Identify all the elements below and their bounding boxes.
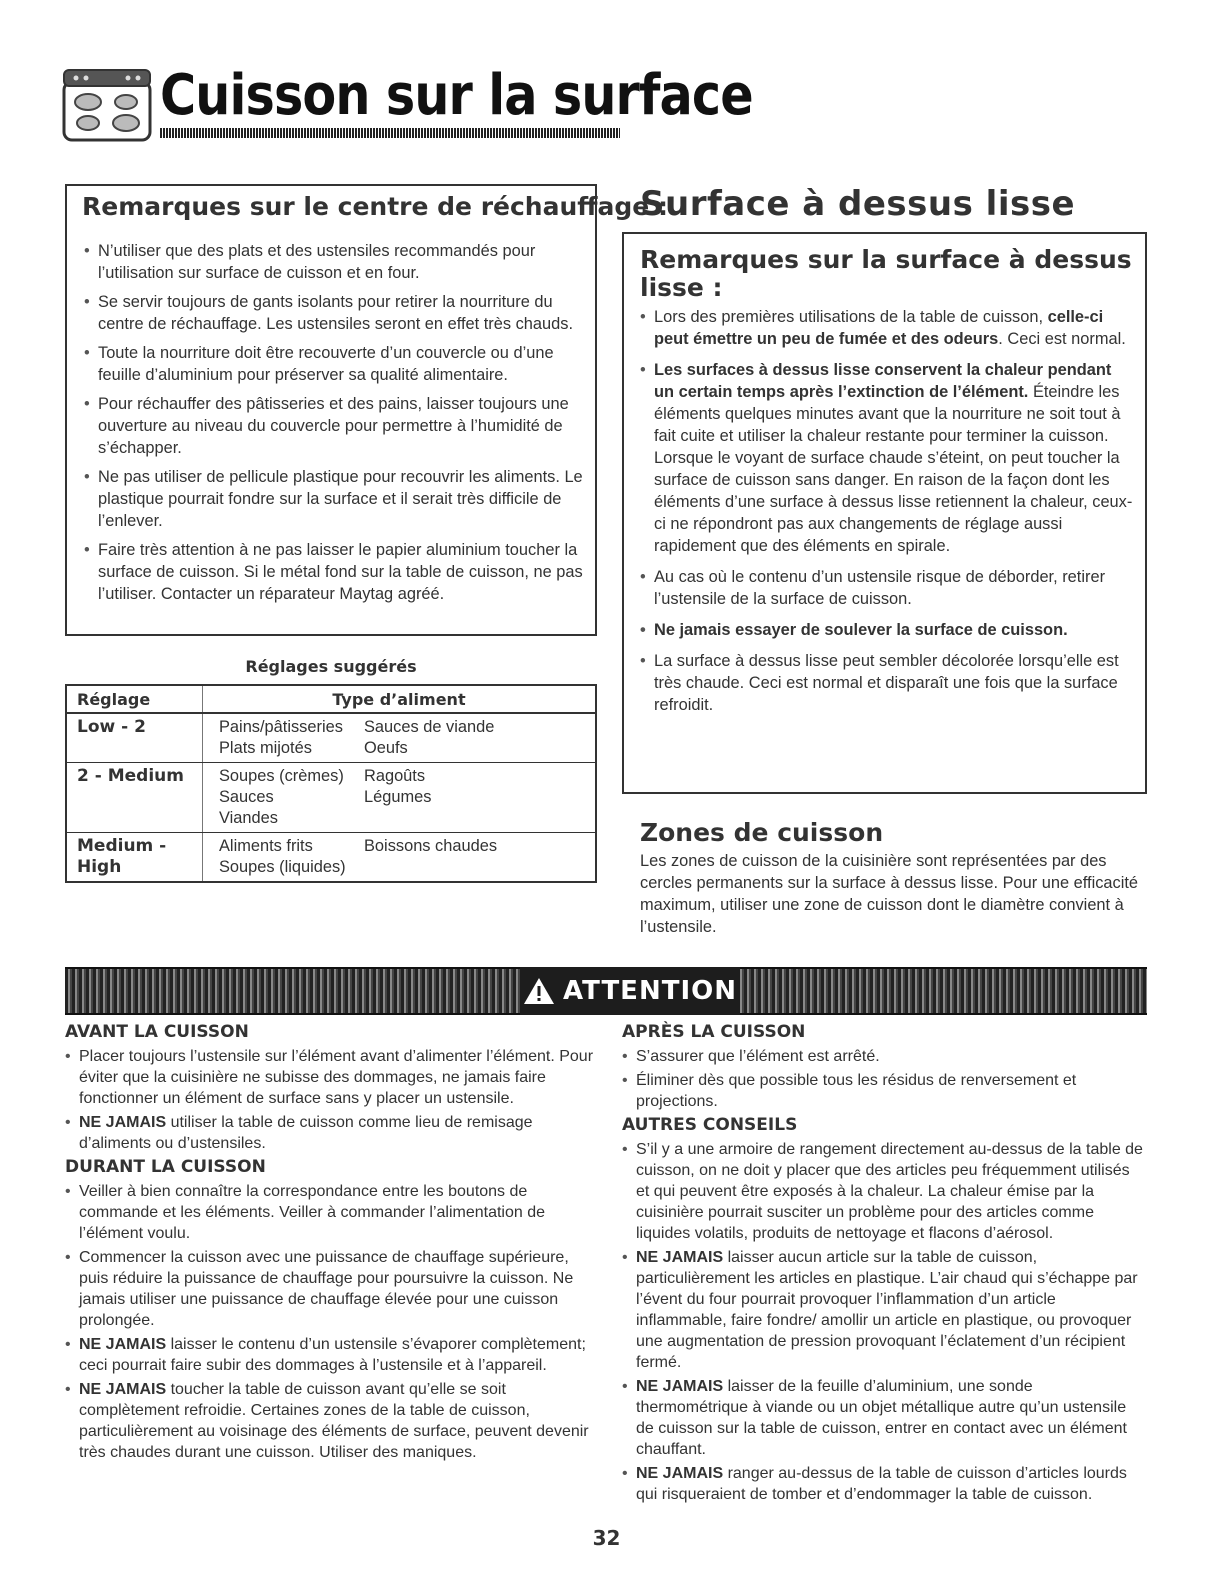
attention-label: ATTENTION bbox=[563, 976, 737, 1006]
settings-table bbox=[65, 684, 597, 883]
after-cooking-list bbox=[622, 1046, 1147, 1112]
list-item: • NE JAMAIS laisser le contenu d’un ustensile s’évaporer complètement; ceci pourrait faire subir des dommages à l’ustensile et à l’appareil. bbox=[65, 1334, 600, 1376]
food-cell bbox=[203, 763, 597, 833]
food-item: Aliments frits bbox=[219, 837, 313, 855]
during-cooking-heading: DURANT LA CUISSON bbox=[65, 1157, 266, 1177]
list-item: • Se servir toujours de gants isolants pour retirer la nourriture du centre de réchauffage. Les ustensiles seront en effet très chauds. bbox=[84, 291, 590, 335]
page-number: 32 bbox=[592, 1526, 621, 1550]
smooth-top-subtitle: Remarques sur la surface à dessus lisse : bbox=[640, 245, 1132, 302]
list-item: • Veiller à bien connaître la correspondance entre les boutons de commande et les éléments. Veiller à commander l’alimentation de l’élément voulu. bbox=[65, 1181, 600, 1244]
cooking-zones-text: Les zones de cuisson de la cuisinière sont représentées par des cercles permanents sur la surface à dessus lisse. Pour une efficacité maximum, utiliser une zone de cuisson dont le diamètre convient à l’ustensile. bbox=[640, 852, 1139, 936]
food-item: Ragoûts bbox=[364, 767, 426, 785]
table-row bbox=[66, 833, 596, 883]
food-cell bbox=[203, 713, 597, 763]
setting-level: 2 - Medium bbox=[66, 763, 203, 833]
setting-level: Medium - High bbox=[66, 833, 203, 883]
list-item: • Ne jamais essayer de soulever la surface de cuisson. bbox=[640, 619, 1135, 641]
food-item: Oeufs bbox=[364, 739, 408, 757]
list-item: • Commencer la cuisson avec une puissance de chauffage supérieure, puis réduire la puissance de chauffage pour poursuivre la cuisson. Ne jamais utiliser une puissance de chauffage élevée pour une cuisson prolongée. bbox=[65, 1247, 600, 1331]
list-item: • NE JAMAIS ranger au-dessus de la table de cuisson d’articles lourds qui risqueraient de tomber et d’endommager la table de cuisson. bbox=[622, 1463, 1147, 1505]
before-cooking-list bbox=[65, 1046, 600, 1154]
during-cooking-list bbox=[65, 1181, 600, 1463]
list-item: • NE JAMAIS laisser de la feuille d’aluminium, une sonde thermométrique à viande ou un objet métallique autre qu’un ustensile de cuisson sur la table de cuisson, entrer en contact avec un élément chauffant. bbox=[622, 1376, 1147, 1460]
food-item: Pains/pâtisseries bbox=[219, 718, 343, 736]
food-item: Viandes bbox=[219, 809, 278, 827]
list-item: • Pour réchauffer des pâtisseries et des pains, laisser toujours une ouverture au niveau du couvercle pour permettre à l’humidité de s’échapper. bbox=[84, 393, 590, 459]
other-tips-list bbox=[622, 1139, 1147, 1505]
before-cooking-heading: AVANT LA CUISSON bbox=[65, 1022, 249, 1042]
list-item: • S’il y a une armoire de rangement directement au-dessus de la table de cuisson, on ne doit y placer que des articles peu fréquemment utilisés et qui peuvent être exposés à la chaleur. La chaleur émise par la cuisinière pourrait susciter un problème pour des articles comme liquides volatils, produits de nettoyage et flacons d’aérosol. bbox=[622, 1139, 1147, 1244]
column-header-setting: Réglage bbox=[66, 685, 203, 713]
list-item: • N’utiliser que des plats et des ustensiles recommandés pour l’utilisation sur surface de cuisson et en four. bbox=[84, 240, 590, 284]
food-cell bbox=[203, 833, 597, 883]
attention-left-column bbox=[65, 1022, 600, 1466]
list-item: • Placer toujours l’ustensile sur l’élément avant d’alimenter l’élément. Pour éviter que la cuisinière ne subisse des dommages, ne jamais faire fonctionner un élément de surface sans y placer un ustensile. bbox=[65, 1046, 600, 1109]
title-underline bbox=[160, 128, 620, 138]
list-item: • Ne pas utiliser de pellicule plastique pour recouvrir les aliments. Le plastique pourrait fondre sur la surface et il serait très difficile de l’enlever. bbox=[84, 466, 590, 532]
list-item: • Au cas où le contenu d’un ustensile risque de déborder, retirer l’ustensile de la surface de cuisson. bbox=[640, 566, 1135, 610]
setting-level: Low - 2 bbox=[66, 713, 203, 763]
attention-label-box bbox=[520, 967, 740, 1015]
food-item: Légumes bbox=[364, 788, 432, 806]
list-item: • Faire très attention à ne pas laisser le papier aluminium toucher la surface de cuisson. Si le métal fond sur la table de cuisson, ne pas l’utiliser. Contacter un réparateur Maytag agréé. bbox=[84, 539, 590, 605]
list-item: • NE JAMAIS toucher la table de cuisson avant qu’elle se soit complètement refroidie. Certaines zones de la table de cuisson, particulièrement au voisinage des éléments de surface, peuvent devenir très chaudes durant une cuisson. Utiliser des maniques. bbox=[65, 1379, 600, 1463]
table-row bbox=[66, 763, 596, 833]
cooking-zones-title: Zones de cuisson bbox=[640, 818, 884, 847]
food-item: Sauces de viande bbox=[364, 718, 495, 736]
after-cooking-heading: APRÈS LA CUISSON bbox=[622, 1022, 806, 1042]
food-item: Soupes (crèmes) bbox=[219, 767, 344, 785]
smooth-top-list bbox=[640, 306, 1135, 725]
food-item: Soupes (liquides) bbox=[219, 858, 346, 876]
list-item: • Toute la nourriture doit être recouverte d’un couvercle ou d’une feuille d’aluminium pour préserver sa qualité alimentaire. bbox=[84, 342, 590, 386]
food-item: Sauces bbox=[219, 788, 274, 806]
food-item: Boissons chaudes bbox=[364, 837, 498, 855]
page-title: Cuisson sur la surface bbox=[160, 63, 753, 128]
cooktop-icon bbox=[62, 68, 154, 146]
food-item: Plats mijotés bbox=[219, 739, 312, 757]
warming-center-list bbox=[84, 240, 590, 612]
list-item: • NE JAMAIS laisser aucun article sur la table de cuisson, particulièrement les articles en plastique. L’air chaud qui s’échappe par l’évent du four pourrait provoquer l’inflammation d’un article inflammable, faire fondre/ amollir un article en plastique, ou provoquer une augmentation de pression provoquant l’éclatement d’un récipient fermé. bbox=[622, 1247, 1147, 1373]
list-item: • Lors des premières utilisations de la table de cuisson, celle-ci peut émettre un peu de fumée et des odeurs. Ceci est normal. bbox=[640, 306, 1135, 350]
warning-icon bbox=[523, 976, 555, 1006]
table-row bbox=[66, 713, 596, 763]
list-item: • Éliminer dès que possible tous les résidus de renversement et projections. bbox=[622, 1070, 1147, 1112]
attention-right-column bbox=[622, 1022, 1147, 1508]
other-tips-heading: AUTRES CONSEILS bbox=[622, 1115, 798, 1135]
list-item: • Les surfaces à dessus lisse conservent la chaleur pendant un certain temps après l’extinction de l’élément. Éteindre les éléments quelques minutes avant que la nourriture ne soit tout à fait cuite et utiliser la chaleur restante pour terminer la cuisson. Lorsque le voyant de surface chaude s’éteint, on peut toucher la surface de cuisson sans danger. En raison de la façon dont les éléments d’une surface à dessus lisse retiennent la chaleur, ceux-ci ne répondront pas aux changements de réglage aussi rapidement que des éléments en spirale. bbox=[640, 359, 1135, 557]
column-header-food: Type d’aliment bbox=[203, 685, 597, 713]
list-item: • La surface à dessus lisse peut sembler décolorée lorsqu’elle est très chaude. Ceci est normal et disparaît une fois que la surface refroidit. bbox=[640, 650, 1135, 716]
list-item: • NE JAMAIS utiliser la table de cuisson comme lieu de remisage d’aliments ou d’ustensiles. bbox=[65, 1112, 600, 1154]
warming-center-title: Remarques sur le centre de réchauffage : bbox=[82, 192, 668, 221]
smooth-top-title: Surface à dessus lisse bbox=[640, 184, 1076, 224]
settings-title: Réglages suggérés bbox=[245, 657, 417, 676]
list-item: • S’assurer que l’élément est arrêté. bbox=[622, 1046, 1147, 1067]
